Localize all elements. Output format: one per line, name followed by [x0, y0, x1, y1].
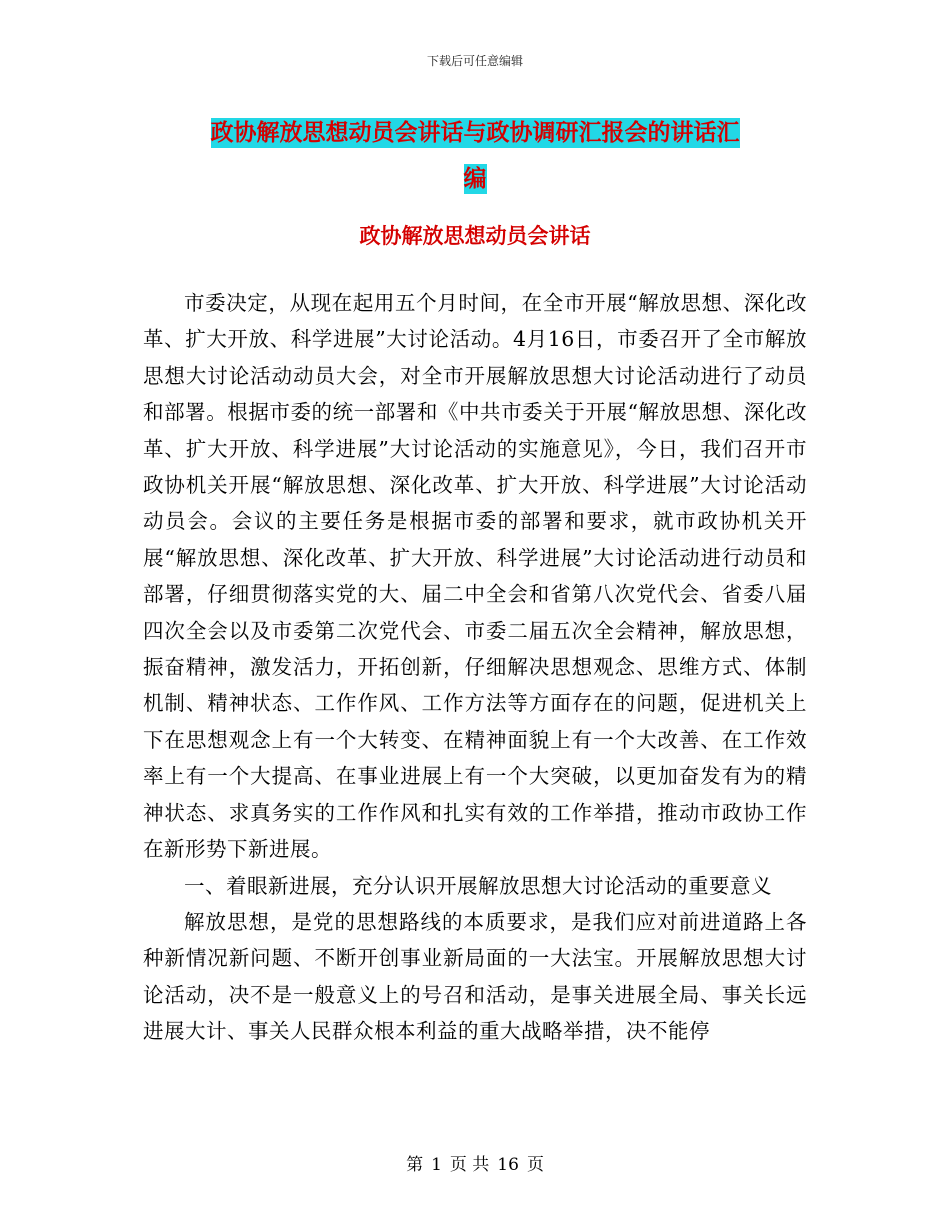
header-note: 下载后可任意编辑	[426, 54, 523, 68]
paragraph: 解放思想，是党的思想路线的本质要求，是我们应对前进道路上各种新情况新问题、不断开创事业新局面的一大法宝。开展解放思想大讨论活动，决不是一般意义上的号召和活动，是事关进展全局、事关长远进展大计、事关人民群众根本利益的重大战略举措，决不能停	[143, 909, 807, 1044]
current-page-number: 1	[431, 1155, 442, 1175]
footer-prefix: 第	[406, 1155, 424, 1175]
document-title-line2: 编	[463, 166, 487, 192]
document-title-line1: 政协解放思想动员会讲话与政协调研汇报会的讲话汇	[210, 120, 740, 146]
section-title: 政协解放思想动员会讲话	[359, 224, 591, 248]
footer-middle: 页 共	[449, 1155, 490, 1175]
footer-suffix: 页	[526, 1155, 544, 1175]
paragraph: 市委决定，从现在起用五个月时间，在全市开展“解放思想、深化改革、扩大开放、科学进展”大讨论活动。4月16日，市委召开了全市解放思想大讨论活动动员大会，对全市开展解放思想大讨论活动进行了动员和部署。根据市委的统一部署和《中共市委关于开展“解放思想、深化改革、扩大开放、科学进展”大讨论活动的实施意见》，今日，我们召开市政协机关开展“解放思想、深化改革、扩大开放、科学进展”大讨论活动动员会。会议的主要任务是根据市委的部署和要求，就市政协机关开展“解放思想、深化改革、扩大开放、科学进展”大讨论活动进行动员和部署，仔细贯彻落实党的大、届二中全会和省第八次党代会、省委八届四次全会以及市委第二次党代会、市委二届五次全会精神，解放思想，振奋精神，激发活力，开拓创新，仔细解决思想观念、思维方式、体制机制、精神状态、工作作风、工作方法等方面存在的问题，促进机关上下在思想观念上有一个大转变、在精神面貌上有一个大改善、在工作效率上有一个大提高、在事业进展上有一个大突破，以更加奋发有为的精神状态、求真务实的工作作风和扎实有效的工作举措，推动市政协工作在新形势下新进展。	[143, 291, 807, 862]
document-body	[143, 285, 807, 1050]
page-footer	[0, 1154, 950, 1176]
total-pages-number: 16	[497, 1155, 519, 1175]
document-title	[140, 110, 810, 202]
paragraph-heading: 一、着眼新进展，充分认识开展解放思想大讨论活动的重要意义	[184, 873, 772, 898]
